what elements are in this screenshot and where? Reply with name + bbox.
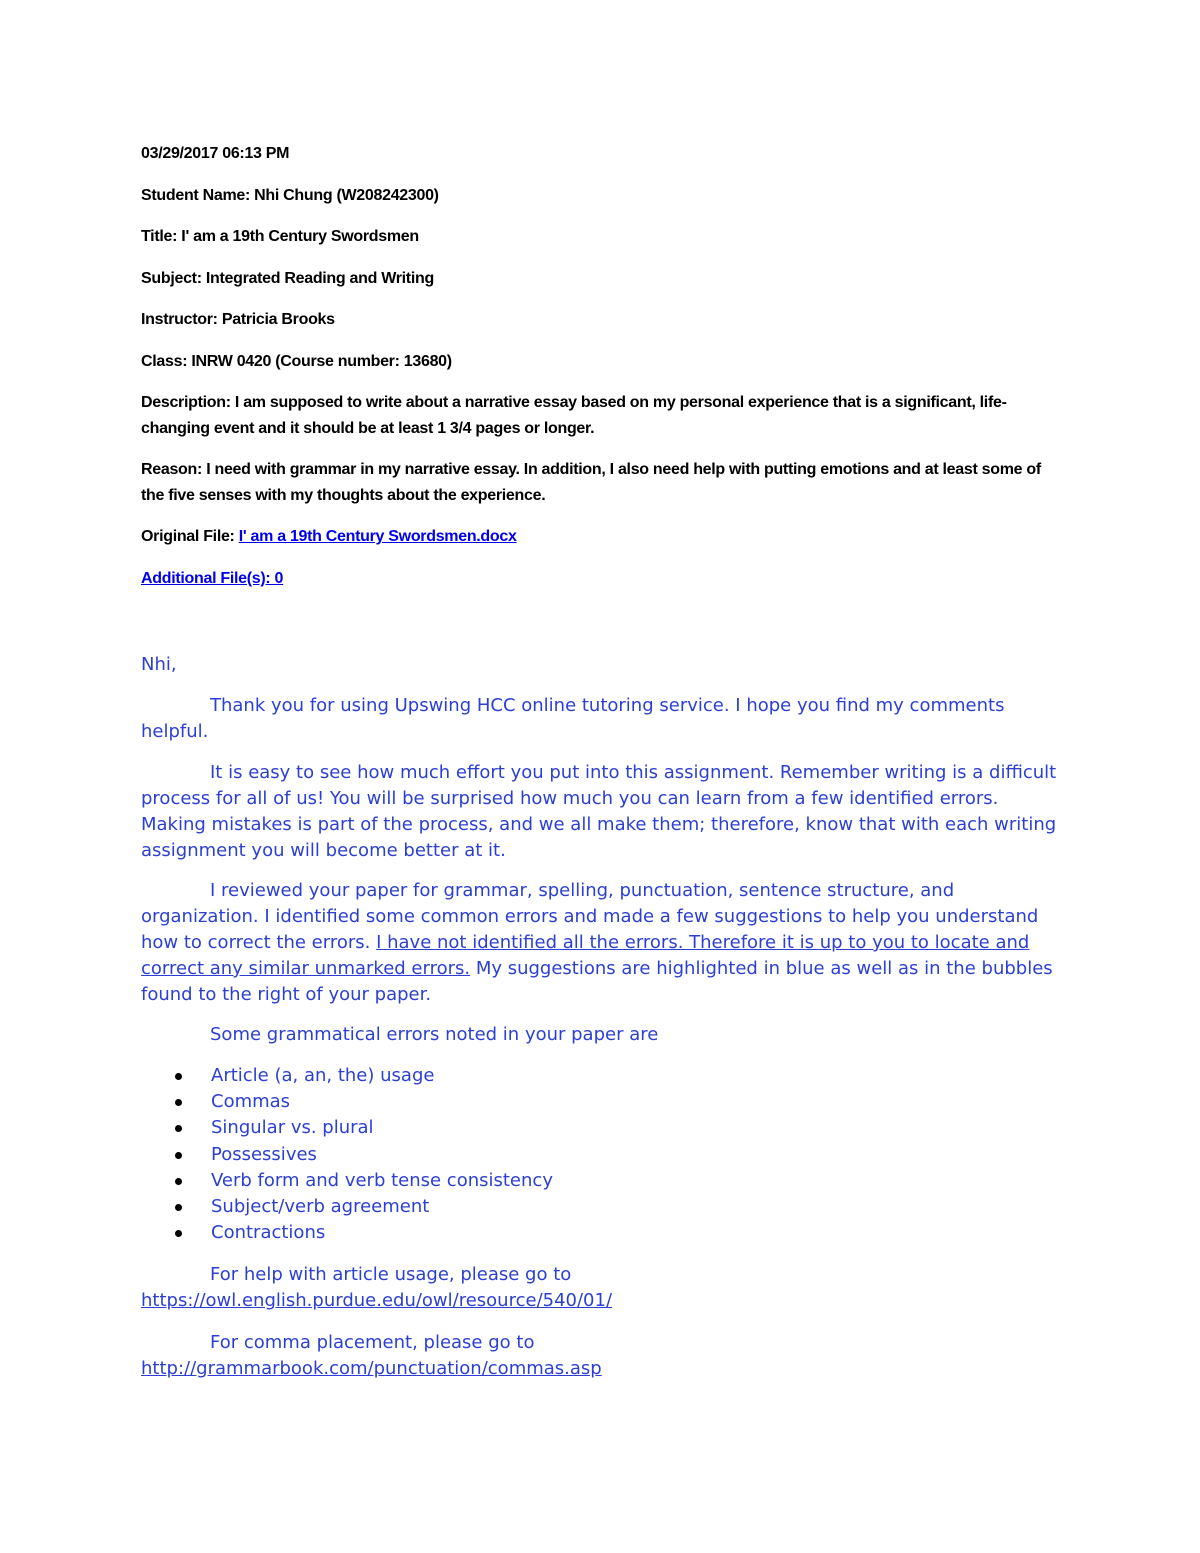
article-help-paragraph: For help with article usage, please go to https://owl.english.purdue.edu/owl/resource/540/01/ [141, 1264, 613, 1311]
class-line [141, 349, 452, 375]
list-item: Article (a, an, the) usage [141, 1063, 741, 1089]
bullet-icon [175, 1152, 182, 1159]
list-item: Possessives [141, 1142, 741, 1168]
comma-help-link[interactable]: http://grammarbook.com/punctuation/commas.asp [141, 1358, 602, 1379]
letter-greeting: Nhi, [141, 654, 177, 675]
error-list [141, 1063, 741, 1246]
description-label: Description: [141, 394, 231, 411]
bullet-icon [175, 1178, 182, 1185]
list-item: Verb form and verb tense consistency [141, 1168, 741, 1194]
underlined-note: I have not identified all the errors. Therefore it is up to you to locate and correct any similar unmarked errors. [141, 932, 1030, 979]
class-value: INRW 0420 (Course number: 13680) [191, 353, 452, 370]
additional-files-link[interactable]: Additional File(s): 0 [141, 570, 284, 587]
student-name-line [141, 183, 439, 209]
article-help-link[interactable]: https://owl.english.purdue.edu/owl/resource/540/01/ [141, 1290, 613, 1311]
description-paragraph [141, 390, 1061, 442]
letter-paragraph-2: It is easy to see how much effort you put into this assignment. Remember writing is a difficult process for all of us! You will be surprised how much you can learn from a few identified errors. Making mistakes is part of the process, and we all make them; therefore, know that with each writing assignment you will become better at it. [141, 762, 1057, 861]
bullet-icon [175, 1125, 182, 1132]
list-item: Commas [141, 1089, 741, 1115]
instructor-label: Instructor: [141, 311, 218, 328]
student-name-value: Nhi Chung (W208242300) [254, 187, 439, 204]
student-name-label: Student Name: [141, 187, 250, 204]
list-item: Contractions [141, 1220, 741, 1246]
list-item: Singular vs. plural [141, 1115, 741, 1141]
comma-help-paragraph: For comma placement, please go to http://grammarbook.com/punctuation/commas.asp [141, 1332, 602, 1379]
title-value: I' am a 19th Century Swordsmen [181, 228, 419, 245]
description-value: I am supposed to write about a narrative essay based on my personal experience that is a significant, life-changing event and it should be at least 1 3/4 pages or longer. [141, 394, 1007, 437]
bullet-icon [175, 1073, 182, 1080]
bullet-icon [175, 1230, 182, 1237]
class-label: Class: [141, 353, 188, 370]
bullet-icon [175, 1204, 182, 1211]
reason-value: I need with grammar in my narrative essay. In addition, I also need help with putting emotions and at least some of the five senses with my thoughts about the experience. [141, 461, 1041, 504]
subject-value: Integrated Reading and Writing [205, 270, 434, 287]
submission-datetime: 03/29/2017 06:13 PM [141, 145, 290, 162]
list-item: Subject/verb agreement [141, 1194, 741, 1220]
instructor-line [141, 307, 335, 333]
title-label: Title: [141, 228, 178, 245]
reason-label: Reason: [141, 461, 203, 478]
bullet-icon [175, 1099, 182, 1106]
original-file-line [141, 524, 517, 550]
original-file-link[interactable]: I' am a 19th Century Swordsmen.docx [238, 528, 517, 545]
instructor-value: Patricia Brooks [221, 311, 335, 328]
title-line [141, 224, 419, 250]
letter-paragraph-3: I reviewed your paper for grammar, spelling, punctuation, sentence structure, and organization. I identified some common errors and made a few suggestions to help you understand how to correct the errors. I have not identified all the errors. Therefore it is up to you to locate and correct any similar unmarked errors. My suggestions are highlighted in blue as well as in the bubbles found to the right of your paper. [141, 880, 1053, 1005]
subject-label: Subject: [141, 270, 202, 287]
letter-paragraph-4: Some grammatical errors noted in your paper are [210, 1024, 659, 1045]
letter-paragraph-1: Thank you for using Upswing HCC online tutoring service. I hope you find my comments helpful. [141, 695, 1005, 742]
original-file-label: Original File: [141, 528, 235, 545]
subject-line [141, 266, 434, 292]
reason-paragraph [141, 457, 1061, 509]
additional-files-line [141, 566, 283, 592]
